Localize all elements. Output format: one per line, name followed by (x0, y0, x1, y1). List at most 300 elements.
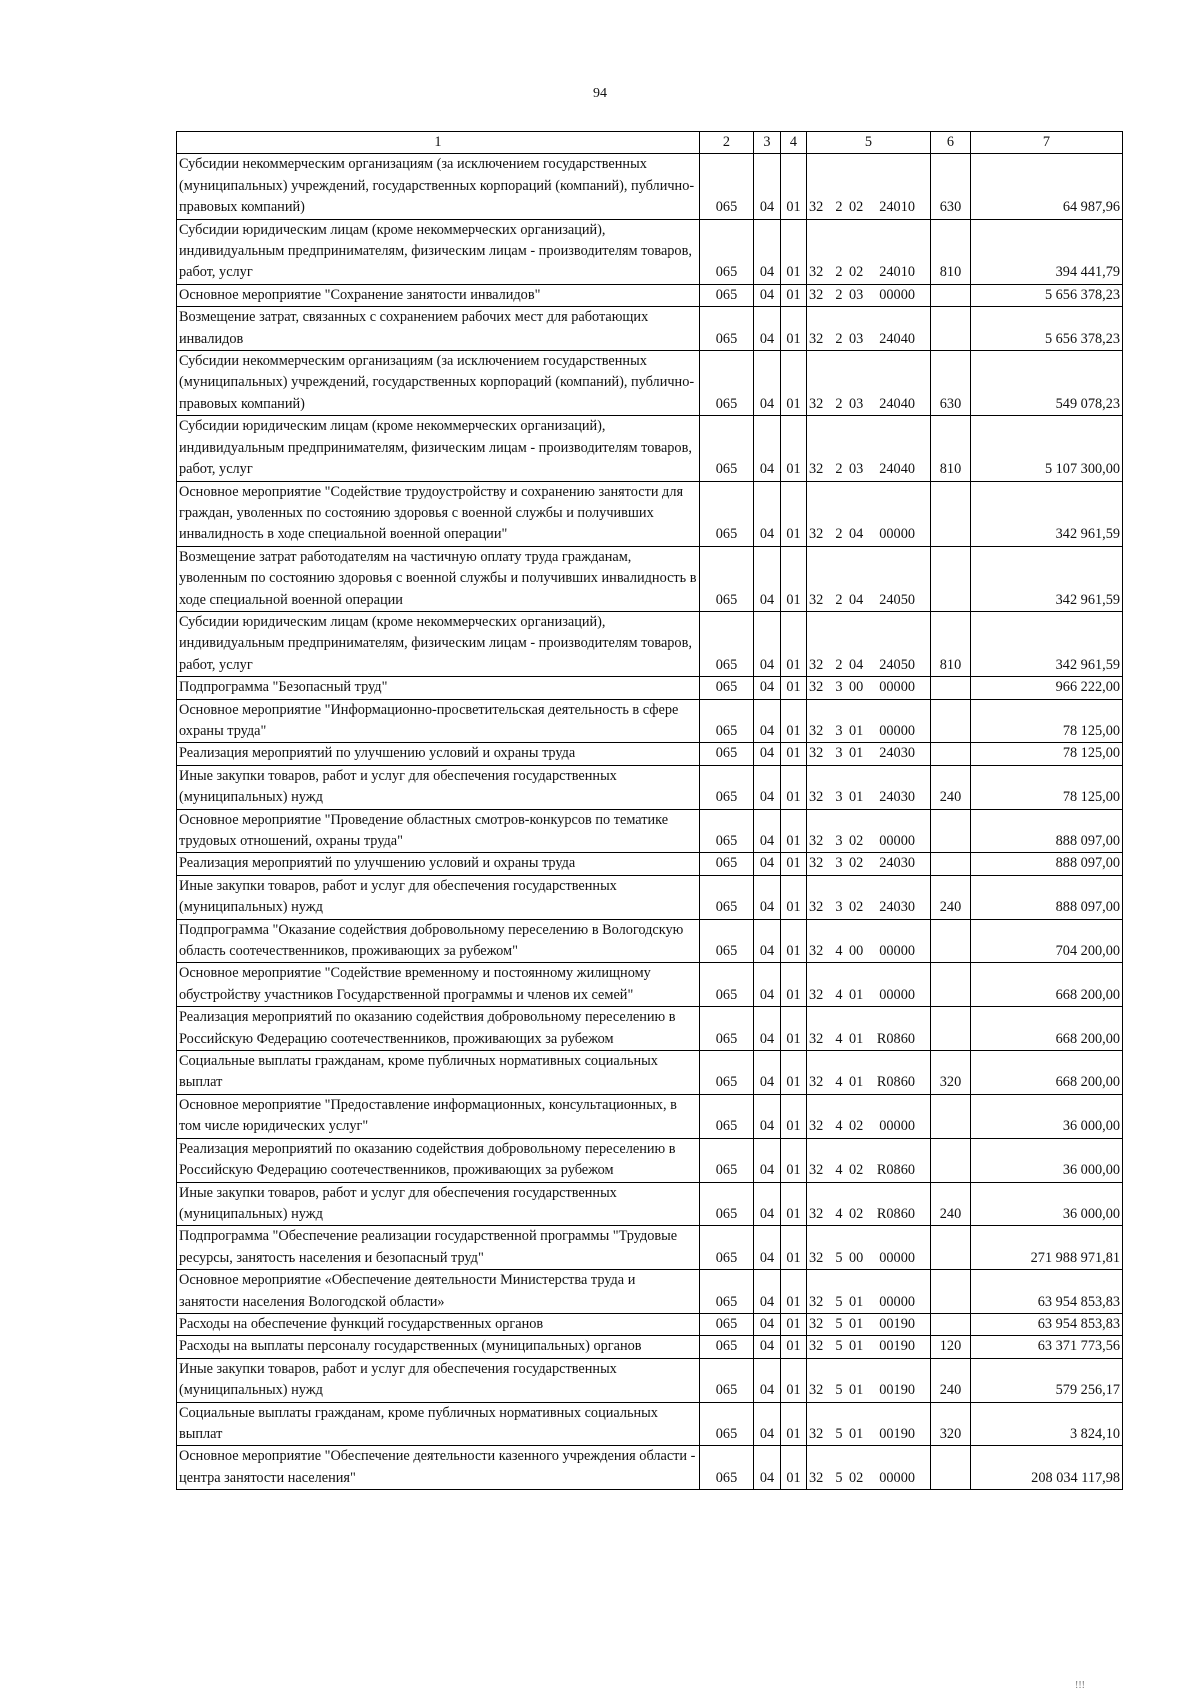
row-sum-cell: 63 954 853,83 (971, 1313, 1123, 1335)
row-csr-cell (807, 1270, 931, 1314)
row-rz-cell: 04 (754, 1226, 781, 1270)
row-name-cell: Возмещение затрат, связанных с сохранением рабочих мест для работающих инвалидов (177, 307, 700, 351)
table-row (177, 1094, 1123, 1138)
row-rz-cell: 04 (754, 1051, 781, 1095)
csr-part-2: 2 (835, 286, 843, 303)
csr-part-3: 03 (849, 330, 864, 347)
row-name-cell: Основное мероприятие "Предоставление информационных, консультационных, в том числе юридических услуг" (177, 1094, 700, 1138)
csr-code (809, 787, 915, 808)
row-sum-cell: 342 961,59 (971, 546, 1123, 611)
csr-part-4: 00000 (879, 1249, 915, 1266)
csr-part-2: 3 (835, 789, 843, 806)
table-row (177, 677, 1123, 699)
row-vr-cell: 240 (931, 1358, 971, 1402)
row-sum-cell: 5 656 378,23 (971, 307, 1123, 351)
row-pr-cell: 01 (781, 919, 807, 963)
header-col-4: 4 (781, 132, 807, 154)
row-name-cell: Реализация мероприятий по оказанию содействия добровольному переселению в Российскую Федерацию соотечественников, проживающих за рубежом (177, 1138, 700, 1182)
row-gr-cell: 065 (700, 416, 754, 481)
csr-code (809, 1204, 915, 1225)
row-sum-cell: 549 078,23 (971, 351, 1123, 416)
csr-part-3: 01 (849, 1074, 864, 1091)
row-gr-cell: 065 (700, 875, 754, 919)
csr-part-1: 32 (809, 461, 824, 478)
table-row (177, 1007, 1123, 1051)
table-row (177, 307, 1123, 351)
csr-part-2: 3 (835, 745, 843, 762)
row-name-cell: Иные закупки товаров, работ и услуг для обеспечения государственных (муниципальных) нужд (177, 765, 700, 809)
row-csr-cell (807, 1182, 931, 1226)
table-row (177, 1182, 1123, 1226)
row-vr-cell (931, 1270, 971, 1314)
table-row (177, 1446, 1123, 1490)
row-csr-cell (807, 1226, 931, 1270)
row-csr-cell (807, 1138, 931, 1182)
row-pr-cell: 01 (781, 1007, 807, 1051)
csr-code (809, 1292, 915, 1313)
row-name-cell: Иные закупки товаров, работ и услуг для обеспечения государственных (муниципальных) нужд (177, 1358, 700, 1402)
row-csr-cell (807, 219, 931, 284)
row-pr-cell: 01 (781, 1313, 807, 1335)
csr-part-2: 5 (835, 1249, 843, 1266)
row-vr-cell: 120 (931, 1336, 971, 1358)
row-vr-cell (931, 809, 971, 853)
row-sum-cell: 342 961,59 (971, 611, 1123, 676)
row-rz-cell: 04 (754, 809, 781, 853)
row-name-cell: Иные закупки товаров, работ и услуг для обеспечения государственных (муниципальных) нужд (177, 875, 700, 919)
csr-part-2: 5 (835, 1293, 843, 1310)
row-sum-cell: 5 107 300,00 (971, 416, 1123, 481)
row-vr-cell (931, 963, 971, 1007)
csr-part-1: 32 (809, 986, 824, 1003)
csr-part-3: 00 (849, 1249, 864, 1266)
row-pr-cell: 01 (781, 1094, 807, 1138)
row-sum-cell: 63 371 773,56 (971, 1336, 1123, 1358)
row-rz-cell: 04 (754, 1358, 781, 1402)
table-row (177, 1051, 1123, 1095)
csr-code (809, 853, 915, 874)
row-csr-cell (807, 963, 931, 1007)
csr-part-4: 00190 (879, 1382, 915, 1399)
csr-code (809, 1424, 915, 1445)
csr-code (809, 1160, 915, 1181)
csr-part-1: 32 (809, 1074, 824, 1091)
csr-part-2: 5 (835, 1469, 843, 1486)
csr-part-4: 00000 (879, 1293, 915, 1310)
row-pr-cell: 01 (781, 611, 807, 676)
table-row (177, 481, 1123, 546)
csr-code (809, 831, 915, 852)
row-vr-cell: 240 (931, 1182, 971, 1226)
row-gr-cell: 065 (700, 1402, 754, 1446)
row-gr-cell: 065 (700, 809, 754, 853)
csr-part-3: 02 (849, 1205, 864, 1222)
row-sum-cell: 78 125,00 (971, 699, 1123, 743)
page-number: 94 (593, 86, 607, 101)
csr-part-2: 2 (835, 461, 843, 478)
row-gr-cell: 065 (700, 219, 754, 284)
csr-part-1: 32 (809, 1315, 824, 1332)
row-pr-cell: 01 (781, 677, 807, 699)
table-row (177, 1138, 1123, 1182)
csr-part-1: 32 (809, 199, 824, 216)
row-vr-cell (931, 1007, 971, 1051)
row-gr-cell: 065 (700, 284, 754, 306)
row-name-cell: Субсидии юридическим лицам (кроме некоммерческих организаций), индивидуальным предпринимателям, физическим лицам - производителям товаров, работ, услуг (177, 416, 700, 481)
csr-part-1: 32 (809, 1382, 824, 1399)
table-row (177, 1313, 1123, 1335)
corner-mark: !!! (1075, 1680, 1085, 1691)
csr-code (809, 1248, 915, 1269)
csr-code (809, 1029, 915, 1050)
row-pr-cell: 01 (781, 963, 807, 1007)
row-gr-cell: 065 (700, 699, 754, 743)
row-rz-cell: 04 (754, 1094, 781, 1138)
row-csr-cell (807, 1336, 931, 1358)
csr-part-1: 32 (809, 1425, 824, 1442)
row-gr-cell: 065 (700, 154, 754, 219)
csr-part-4: 00190 (879, 1425, 915, 1442)
row-name-cell: Реализация мероприятий по улучшению условий и охраны труда (177, 853, 700, 875)
table-row (177, 1226, 1123, 1270)
row-name-cell: Субсидии юридическим лицам (кроме некоммерческих организаций), индивидуальным предпринимателям, физическим лицам - производителям товаров, работ, услуг (177, 219, 700, 284)
row-pr-cell: 01 (781, 1226, 807, 1270)
row-gr-cell: 065 (700, 963, 754, 1007)
csr-part-4: R0860 (876, 1030, 915, 1047)
table-row (177, 765, 1123, 809)
csr-part-2: 4 (835, 986, 843, 1003)
row-name-cell: Субсидии некоммерческим организациям (за исключением государственных (муниципальных) учреждений, государственных корпораций (компаний), публично-правовых компаний) (177, 351, 700, 416)
csr-part-4: 24050 (879, 656, 915, 673)
csr-code (809, 524, 915, 545)
csr-part-1: 32 (809, 943, 824, 960)
row-pr-cell: 01 (781, 416, 807, 481)
csr-part-2: 5 (835, 1382, 843, 1399)
header-col-5: 5 (807, 132, 931, 154)
table-row (177, 154, 1123, 219)
csr-part-2: 3 (835, 722, 843, 739)
row-sum-cell: 36 000,00 (971, 1182, 1123, 1226)
csr-part-3: 02 (849, 855, 864, 872)
row-name-cell: Субсидии некоммерческим организациям (за исключением государственных (муниципальных) учреждений, государственных корпораций (компаний), публично-правовых компаний) (177, 154, 700, 219)
csr-part-2: 4 (835, 1118, 843, 1135)
csr-part-4: 00000 (879, 1118, 915, 1135)
row-csr-cell (807, 919, 931, 963)
row-vr-cell: 240 (931, 875, 971, 919)
row-vr-cell: 630 (931, 154, 971, 219)
csr-part-1: 32 (809, 526, 824, 543)
row-csr-cell (807, 307, 931, 351)
row-rz-cell: 04 (754, 1182, 781, 1226)
csr-part-3: 04 (849, 526, 864, 543)
row-pr-cell: 01 (781, 154, 807, 219)
row-sum-cell: 208 034 117,98 (971, 1446, 1123, 1490)
row-gr-cell: 065 (700, 765, 754, 809)
csr-code (809, 941, 915, 962)
csr-part-1: 32 (809, 789, 824, 806)
csr-part-3: 02 (849, 199, 864, 216)
row-csr-cell (807, 1313, 931, 1335)
row-pr-cell: 01 (781, 284, 807, 306)
row-csr-cell (807, 699, 931, 743)
table-row (177, 611, 1123, 676)
table-row (177, 809, 1123, 853)
row-rz-cell: 04 (754, 1336, 781, 1358)
row-csr-cell (807, 284, 931, 306)
row-vr-cell: 630 (931, 351, 971, 416)
row-pr-cell: 01 (781, 809, 807, 853)
csr-part-2: 2 (835, 526, 843, 543)
row-name-cell: Подпрограмма "Безопасный труд" (177, 677, 700, 699)
csr-part-4: 00000 (879, 526, 915, 543)
row-csr-cell (807, 546, 931, 611)
row-name-cell: Основное мероприятие "Содействие трудоустройству и сохранению занятости для граждан, уволенных по состоянию здоровья с военной службы и получивших инвалидность в ходе специальной военной операции" (177, 481, 700, 546)
csr-part-1: 32 (809, 679, 824, 696)
row-csr-cell (807, 611, 931, 676)
row-sum-cell: 36 000,00 (971, 1138, 1123, 1182)
csr-code (809, 677, 915, 698)
row-gr-cell: 065 (700, 546, 754, 611)
csr-code (809, 1468, 915, 1489)
csr-code (809, 1072, 915, 1093)
row-vr-cell (931, 699, 971, 743)
csr-part-2: 5 (835, 1315, 843, 1332)
row-name-cell: Основное мероприятие "Информационно-просветительская деятельность в сфере охраны труда" (177, 699, 700, 743)
csr-part-3: 01 (849, 1338, 864, 1355)
csr-part-2: 5 (835, 1338, 843, 1355)
csr-part-3: 02 (849, 833, 864, 849)
csr-code (809, 590, 915, 611)
row-pr-cell: 01 (781, 699, 807, 743)
row-rz-cell: 04 (754, 875, 781, 919)
row-csr-cell (807, 1007, 931, 1051)
csr-part-2: 3 (835, 899, 843, 916)
row-vr-cell (931, 677, 971, 699)
row-rz-cell: 04 (754, 1007, 781, 1051)
row-csr-cell (807, 416, 931, 481)
csr-code (809, 743, 915, 764)
csr-part-4: 24030 (879, 745, 915, 762)
table-row (177, 875, 1123, 919)
row-csr-cell (807, 743, 931, 765)
csr-code (809, 1380, 915, 1401)
row-name-cell: Реализация мероприятий по улучшению условий и охраны труда (177, 743, 700, 765)
row-gr-cell: 065 (700, 481, 754, 546)
csr-part-4: 24040 (879, 330, 915, 347)
row-name-cell: Основное мероприятие «Обеспечение деятельности Министерства труда и занятости населения Вологодской области» (177, 1270, 700, 1314)
csr-part-4: 24040 (879, 395, 915, 412)
row-sum-cell: 64 987,96 (971, 154, 1123, 219)
csr-part-2: 4 (835, 1162, 843, 1179)
row-sum-cell: 63 954 853,83 (971, 1270, 1123, 1314)
row-gr-cell: 065 (700, 1446, 754, 1490)
row-sum-cell: 271 988 971,81 (971, 1226, 1123, 1270)
csr-part-3: 01 (849, 986, 864, 1003)
row-vr-cell (931, 853, 971, 875)
csr-part-1: 32 (809, 1030, 824, 1047)
row-csr-cell (807, 1402, 931, 1446)
table-row (177, 1358, 1123, 1402)
csr-part-2: 4 (835, 1074, 843, 1091)
row-pr-cell: 01 (781, 1358, 807, 1402)
csr-code (809, 197, 915, 218)
row-gr-cell: 065 (700, 677, 754, 699)
row-pr-cell: 01 (781, 351, 807, 416)
row-gr-cell: 065 (700, 1358, 754, 1402)
csr-part-4: 24050 (879, 591, 915, 608)
table-row (177, 546, 1123, 611)
row-rz-cell: 04 (754, 611, 781, 676)
row-pr-cell: 01 (781, 1446, 807, 1490)
row-sum-cell: 888 097,00 (971, 809, 1123, 853)
row-pr-cell: 01 (781, 1138, 807, 1182)
row-pr-cell: 01 (781, 1270, 807, 1314)
row-gr-cell: 065 (700, 1007, 754, 1051)
row-rz-cell: 04 (754, 743, 781, 765)
csr-part-1: 32 (809, 656, 824, 673)
csr-part-1: 32 (809, 1293, 824, 1310)
row-rz-cell: 04 (754, 1270, 781, 1314)
table-row (177, 1336, 1123, 1358)
csr-part-3: 01 (849, 1030, 864, 1047)
header-col-6: 6 (931, 132, 971, 154)
csr-part-2: 2 (835, 395, 843, 412)
csr-part-2: 2 (835, 199, 843, 216)
row-sum-cell: 342 961,59 (971, 481, 1123, 546)
table-row (177, 853, 1123, 875)
row-gr-cell: 065 (700, 1336, 754, 1358)
row-name-cell: Основное мероприятие "Сохранение занятости инвалидов" (177, 284, 700, 306)
table-row (177, 1402, 1123, 1446)
csr-part-2: 2 (835, 591, 843, 608)
csr-part-1: 32 (809, 1118, 824, 1135)
row-vr-cell: 810 (931, 416, 971, 481)
csr-part-3: 01 (849, 1425, 864, 1442)
csr-part-3: 02 (849, 1118, 864, 1135)
row-pr-cell: 01 (781, 743, 807, 765)
row-rz-cell: 04 (754, 416, 781, 481)
row-rz-cell: 04 (754, 284, 781, 306)
row-rz-cell: 04 (754, 963, 781, 1007)
csr-part-3: 01 (849, 789, 864, 806)
csr-part-3: 02 (849, 1469, 864, 1486)
row-pr-cell: 01 (781, 307, 807, 351)
csr-part-1: 32 (809, 395, 824, 412)
csr-part-2: 2 (835, 330, 843, 347)
row-pr-cell: 01 (781, 853, 807, 875)
csr-part-3: 01 (849, 745, 864, 762)
row-rz-cell: 04 (754, 699, 781, 743)
csr-part-1: 32 (809, 899, 824, 916)
row-gr-cell: 065 (700, 307, 754, 351)
csr-part-1: 32 (809, 855, 824, 872)
csr-part-3: 00 (849, 679, 864, 696)
csr-part-1: 32 (809, 722, 824, 739)
csr-part-3: 01 (849, 1382, 864, 1399)
row-vr-cell (931, 1094, 971, 1138)
row-name-cell: Социальные выплаты гражданам, кроме публичных нормативных социальных выплат (177, 1402, 700, 1446)
row-csr-cell (807, 1358, 931, 1402)
csr-part-3: 04 (849, 591, 864, 608)
row-pr-cell: 01 (781, 765, 807, 809)
table-row (177, 919, 1123, 963)
row-rz-cell: 04 (754, 481, 781, 546)
table-row (177, 963, 1123, 1007)
table-row (177, 699, 1123, 743)
csr-part-3: 02 (849, 264, 864, 281)
csr-part-3: 04 (849, 656, 864, 673)
csr-part-4: 00000 (879, 1469, 915, 1486)
row-vr-cell: 240 (931, 765, 971, 809)
csr-part-1: 32 (809, 264, 824, 281)
row-name-cell: Социальные выплаты гражданам, кроме публичных нормативных социальных выплат (177, 1051, 700, 1095)
row-sum-cell: 394 441,79 (971, 219, 1123, 284)
csr-code (809, 721, 915, 742)
row-gr-cell: 065 (700, 1270, 754, 1314)
csr-part-4: 00000 (879, 943, 915, 960)
csr-part-1: 32 (809, 1469, 824, 1486)
row-sum-cell: 888 097,00 (971, 853, 1123, 875)
row-rz-cell: 04 (754, 219, 781, 284)
csr-code (809, 1116, 915, 1137)
csr-part-1: 32 (809, 330, 824, 347)
row-gr-cell: 065 (700, 853, 754, 875)
row-rz-cell: 04 (754, 307, 781, 351)
table-row (177, 284, 1123, 306)
csr-part-4: 00000 (879, 722, 915, 739)
row-pr-cell: 01 (781, 1336, 807, 1358)
row-vr-cell: 320 (931, 1051, 971, 1095)
csr-part-1: 32 (809, 591, 824, 608)
csr-part-4: 24030 (879, 855, 915, 872)
row-csr-cell (807, 1051, 931, 1095)
csr-code (809, 1336, 915, 1357)
csr-code (809, 394, 915, 415)
row-vr-cell (931, 743, 971, 765)
csr-code (809, 285, 915, 306)
row-sum-cell: 78 125,00 (971, 765, 1123, 809)
row-name-cell: Основное мероприятие "Проведение областных смотров-конкурсов по тематике трудовых отношений, охраны труда" (177, 809, 700, 853)
row-pr-cell: 01 (781, 219, 807, 284)
csr-part-4: R0860 (876, 1205, 915, 1222)
table-body (177, 132, 1123, 1490)
row-gr-cell: 065 (700, 351, 754, 416)
row-vr-cell: 810 (931, 611, 971, 676)
row-csr-cell (807, 853, 931, 875)
row-name-cell: Реализация мероприятий по оказанию содействия добровольному переселению в Российскую Федерацию соотечественников, проживающих за рубежом (177, 1007, 700, 1051)
row-vr-cell (931, 307, 971, 351)
csr-part-2: 3 (835, 833, 843, 849)
csr-part-3: 02 (849, 899, 864, 916)
row-rz-cell: 04 (754, 853, 781, 875)
row-gr-cell: 065 (700, 1313, 754, 1335)
row-sum-cell: 668 200,00 (971, 1051, 1123, 1095)
csr-code (809, 459, 915, 480)
row-vr-cell (931, 546, 971, 611)
csr-part-4: 24030 (879, 789, 915, 806)
row-rz-cell: 04 (754, 351, 781, 416)
row-rz-cell: 04 (754, 154, 781, 219)
csr-part-2: 3 (835, 855, 843, 872)
row-csr-cell (807, 351, 931, 416)
row-csr-cell (807, 875, 931, 919)
csr-part-1: 32 (809, 833, 824, 849)
budget-table (176, 131, 1123, 1490)
row-vr-cell (931, 1446, 971, 1490)
row-vr-cell (931, 919, 971, 963)
row-vr-cell (931, 1313, 971, 1335)
row-sum-cell: 579 256,17 (971, 1358, 1123, 1402)
